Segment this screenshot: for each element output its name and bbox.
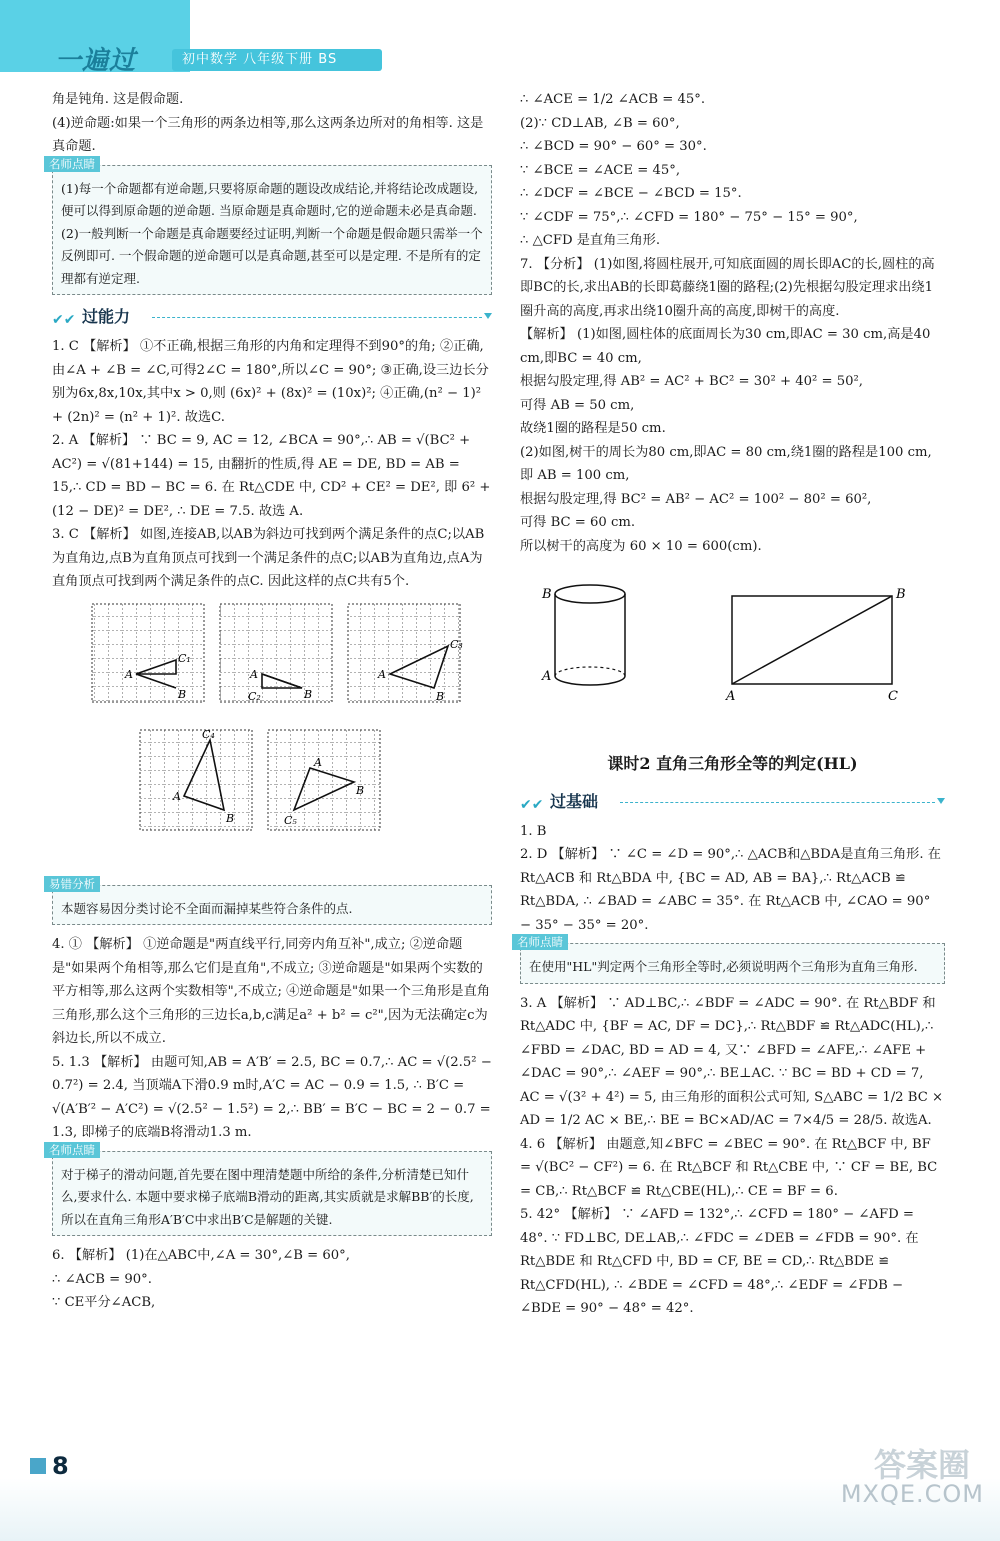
rect-label-a: A: [726, 689, 736, 704]
grid-1-label-c1: C₁: [178, 651, 191, 665]
watermark: MXQE.COM: [840, 1480, 984, 1508]
answer-6-line-2: ∴ ∠ACB = 90°.: [52, 1271, 152, 1287]
section-basics-divider: [620, 802, 935, 803]
tip-box-3: [49, 1142, 492, 1237]
answer-6-line-3: ∵ CE平分∠ACB,: [52, 1295, 156, 1310]
tip-box-2: [49, 876, 492, 926]
tip-box-2-label: 易错分析: [44, 876, 100, 892]
cylinder-figures-svg: [520, 576, 945, 736]
grid-figures: [52, 602, 492, 877]
r-line-7: ∴ △CFD 是直角三角形.: [520, 233, 661, 248]
grid-2: [220, 604, 332, 703]
tip-box-2-text: 本题容易因分类讨论不全面而漏掉某些符合条件的点.: [61, 900, 353, 916]
answer-5: 5. 1.3 【解析】 由题可知,AB = A′B′ = 2.5, BC = 0.7,∴ AC = √(2.5² − 0.7²) = 2.4, 当顶端A下滑0.9 m时,A′C = AC − 0.9 = 1.5, ∴ B′C = √(A′B′² − A′C²) = √(2.5² − 1.5²) = 2,∴ BB′ = B′C − BC = 2 − 0.7 = 1.3, 即梯子的底端B将滑动1.3 m.: [52, 1054, 492, 1140]
tip-box-3-label: 名师点睛: [44, 1142, 100, 1158]
basic-answer-3: 3. A 【解析】 ∵ AD⊥BC,∴ ∠BDF = ∠ADC = 90°. 在 Rt△BDF 和 Rt△ADC 中, {BF = AC, DF = DC},∴ Rt△BDF ≌ Rt△ADC(HL),∴ ∠FBD = ∠DAC, BD = AD = 4, 又∵ ∠BFD = ∠AFE,∴ ∠AFE + ∠DAC = 90°,∴ ∠AEF = 90°,∴ BE⊥AC. ∵ BC = BD + CD = 7, AC = √(3² + 4²) = 5, 由三角形的面积公式可知, S△ABC = 1/2 BC × AD = 1/2 AC × BE,∴ BE = BC×AD/AC = 7×4/5 = 28/5. 故选A.: [520, 995, 944, 1128]
r-line-1: ∴ ∠ACE = 1/2 ∠ACB = 45°.: [520, 92, 706, 107]
section-basics-mark-icon: ✔︎✔︎: [520, 796, 544, 813]
grid-5: [268, 730, 380, 830]
intro-line-1: 角是钝角. 这是假命题.: [52, 92, 184, 107]
answer-7-line-5: (2)如图,树干的周长为80 cm,即AC = 80 cm,绕1圈的路程是100 cm,: [520, 444, 932, 460]
left-column: [49, 88, 492, 1315]
answer-3: 3. C 【解析】 如图,连接AB,以AB为斜边可找到两个满足条件的点C;以AB为直角边,点B为直角顶点可找到一个满足条件的点C;以AB为直角边,点A为直角顶点可找到两个满足条件的点C. 因此这样的点C共有5个.: [52, 527, 485, 589]
grid-3-label-b: B: [436, 689, 445, 703]
grid-5-label-a: A: [314, 755, 322, 769]
tip-box-4-label: 名师点睛: [512, 934, 568, 950]
answer-7-line-1: 【解析】 (1)如图,圆柱体的底面周长为30 cm,即AC = 30 cm,高是40 cm,即BC = 40 cm,: [520, 327, 931, 366]
page-number-square-icon: [30, 1458, 46, 1474]
grid-2-label-a: A: [250, 667, 258, 681]
section-arrow-icon: [484, 313, 492, 319]
page-header: [0, 0, 1000, 80]
answer-7-line-3: 可得 AB = 50 cm,: [520, 397, 635, 413]
answer-6-line-1: 6. 【解析】 (1)在△ABC中,∠A = 30°,∠B = 60°,: [52, 1248, 350, 1263]
basic-answer-4: 4. 6 【解析】 由题意,知∠BFC = ∠BEC = 90°. 在 Rt△BCF 中, BF = √(BC² − CF²) = 6. 在 Rt△BCF 和 Rt△CBE 中, ∵ CF = BE, BC = CB,∴ Rt△BCF ≌ Rt△CBE(HL),∴ CE = BF = 6.: [520, 1136, 938, 1199]
grid-4: [140, 728, 252, 830]
cylinder-figure: [541, 585, 625, 685]
grid-5-label-b: B: [356, 783, 365, 797]
answer-7-line-6: 即 AB = 100 cm,: [520, 468, 630, 483]
tip-box-3-text: 对于梯子的滑动问题,首先要在图中理清楚题中所给的条件,分析清楚已知什么,要求什么. 本题中要求梯子底端B滑动的距离,其实质就是求解BB′的长度,所以在直角三角形A′B′C中求出B′C是解题的关键.: [61, 1166, 474, 1227]
r-line-6: ∵ ∠CDF = 75°,∴ ∠CFD = 180° − 75° − 15° = 90°,: [520, 209, 858, 225]
tip-box-4-text: 在使用"HL"判定两个三角形全等时,必须说明两个三角形为直角三角形.: [529, 959, 918, 974]
answer-7-line-2: 根据勾股定理,得 AB² = AC² + BC² = 30² + 40² = 50²,: [520, 374, 863, 389]
answer-1: 1. C 【解析】 ①不正确,根据三角形的内角和定理得不到90°的角; ②正确,由∠A + ∠B = ∠C,可得2∠C = 180°,所以∠C = 90°; ③正确,设三边长分别为6x,8x,10x,其中x > 0,则 (6x)² + (8x)² = (10x)²; ④正确,(n² − 1)² + (2n)² = (n² + 1)². 故选C.: [52, 339, 489, 425]
grid-1-label-b: B: [178, 687, 187, 701]
r-line-2: (2)∵ CD⊥AB, ∠B = 60°,: [520, 115, 680, 131]
answer-7-line-9: 所以树干的高度为 60 × 10 = 600(cm).: [520, 538, 762, 554]
answer-4: 4. ① 【解析】 ①逆命题是"两直线平行,同旁内角互补",成立; ②逆命题是"如果两个角相等,那么它们是直角",不成立; ③逆命题是"如果两个实数的平方相等,那么这两个实数相等",不成立; ④逆命题是"如果一个三角形是直角三角形,那么这个三角形的三边长a,b,c满足a² + b² = c²",因为无法确定c为斜边长,所以不成立.: [52, 937, 490, 1046]
tip-box-1-label: 名师点睛: [44, 156, 100, 172]
rect-label-b: B: [896, 587, 906, 602]
answer-7-line-7: 根据勾股定理,得 BC² = AB² − AC² = 100² − 80² = 60²,: [520, 491, 872, 507]
cylinder-figures: [520, 576, 945, 736]
intro-line-2: (4)逆命题:如果一个三角形的两条边相等,那么这两条边所对的角相等. 这是真命题.: [52, 115, 484, 154]
basic-answer-5: 5. 42° 【解析】 ∵ ∠AFD = 132°,∴ ∠CFD = 180° − ∠AFD = 48°. ∵ FD⊥BC, DE⊥AB,∴ ∠FDC = ∠DEB = ∠FDB = 90°. 在 Rt△BDE 和 Rt△CFD 中, BD = CF, BE = CD,∴ Rt△BDE ≌ Rt△CFD(HL), ∴ ∠BDE = ∠CFD = 48°,∴ ∠EDF = ∠FDB − ∠BDE = 90° − 48° = 42°.: [520, 1207, 919, 1316]
grid-2-label-b: B: [304, 687, 313, 701]
header-book-tag: 初中数学 八年级下册 BS: [172, 49, 382, 71]
rect-label-c: C: [888, 689, 898, 704]
grid-4-label-a: A: [173, 789, 181, 803]
section-ability-title: 过能力: [82, 307, 131, 326]
section-mark-icon: ✔︎✔︎: [52, 312, 76, 328]
grid-3-label-a: A: [378, 667, 386, 681]
grid-3: [348, 604, 463, 703]
grid-1-label-a: A: [125, 667, 133, 681]
grid-1: [92, 604, 204, 702]
grid-3-label-c3: C₃: [450, 637, 463, 651]
section-divider: [152, 317, 482, 318]
section-basics-arrow-icon: [937, 798, 945, 804]
r-line-4: ∵ ∠BCE = ∠ACE = 45°,: [520, 162, 681, 178]
page-number: 8: [52, 1452, 69, 1480]
cyl-label-b: B: [542, 587, 552, 602]
grid-2-label-c2: C₂: [248, 689, 261, 703]
r-line-3: ∴ ∠BCD = 90° − 60° = 30°.: [520, 139, 707, 154]
answer-7-line-8: 可得 BC = 60 cm.: [520, 515, 636, 530]
section-basics: [520, 788, 945, 816]
grid-5-label-c5: C₅: [284, 813, 297, 827]
r-line-5: ∴ ∠DCF = ∠BCE − ∠BCD = 15°.: [520, 186, 742, 201]
cyl-label-a: A: [542, 669, 552, 684]
tip-box-1: [49, 156, 492, 296]
grid-4-label-b: B: [226, 811, 235, 825]
unrolled-rectangle-figure: [725, 587, 906, 704]
grid-4-label-c4: C₄: [202, 727, 215, 741]
header-logo: 一遍过: [55, 46, 137, 76]
answer-7-analysis: 7. 【分析】 (1)如图,将圆柱展开,可知底面圆的周长即AC的长,圆柱的高即BC的长,求出AB的长即葛藤绕1圈的路程;(2)先根据勾股定理求出绕1圈升高的高度,再求出绕10圈升高的高度,即树干的高度.: [520, 256, 935, 319]
tip-box-1-text: (1)每一个命题都有逆命题,只要将原命题的题设改成结论,并将结论改成题设,便可以得到原命题的逆命题. 当原命题是真命题时,它的逆命题未必是真命题. (2)一般判断一个命题是真命题要经过证明,判断一个命题是假命题只需举一个反例即可. 一个假命题的逆命题可以是真命题,甚至可以是定理. 不是所有的定理都有逆定理.: [61, 180, 483, 286]
section-basics-title: 过基础: [550, 791, 599, 811]
basic-answer-2: 2. D 【解析】 ∵ ∠C = ∠D = 90°,∴ △ACB和△BDA是直角三角形. 在 Rt△ACB 和 Rt△BDA 中, {BC = AD, AB = BA},∴ Rt△ACB ≌ Rt△BDA, ∴ ∠BAD = ∠ABC = 35°. 在 Rt△ACB 中, ∠CAO = 90° − 35° − 35° = 20°.: [520, 847, 941, 933]
section-ability: [52, 303, 492, 331]
right-column: [517, 88, 945, 1321]
tip-box-4: [517, 935, 945, 984]
lesson-title: 课时2 直角三角形全等的判定(HL): [607, 754, 858, 773]
basic-answer-1: 1. B: [520, 823, 547, 839]
answer-7-line-4: 故绕1圈的路程是50 cm.: [520, 421, 666, 436]
watermark-logo: 答案圈: [873, 1446, 970, 1484]
answer-2: 2. A 【解析】 ∵ BC = 9, AC = 12, ∠BCA = 90°,∴ AB = √(BC² + AC²) = √(81+144) = 15, 由翻折的性质,得 AE = DE, BD = AB = 15,∴ CD = BD − BC = 6. 在 Rt△CDE 中, CD² + CE² = DE², 即 6² + (12 − DE)² = DE², ∴ DE = 7.5. 故选 A.: [52, 433, 491, 519]
grid-figures-svg: [52, 602, 492, 877]
